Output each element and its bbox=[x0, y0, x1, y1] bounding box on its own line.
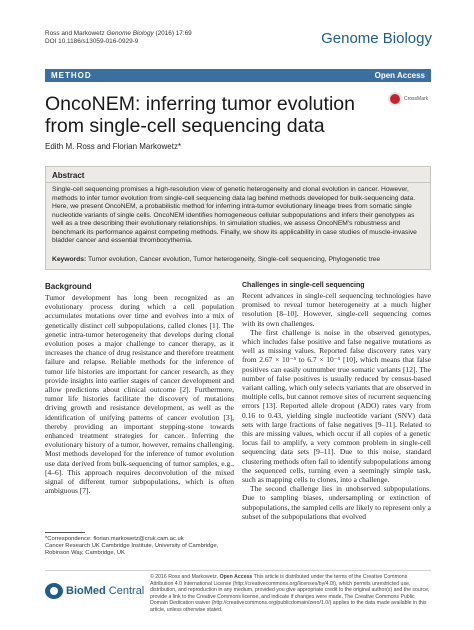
publisher-name-rest: Central bbox=[105, 585, 145, 597]
affiliation: Cancer Research UK Cambridge Institute, University of Cambridge, Robinson Way, Cambridge, UK bbox=[45, 543, 219, 557]
biomed-central-icon bbox=[45, 583, 63, 599]
citation-header bbox=[45, 30, 192, 46]
citation-volume: (2016) 17:69 bbox=[153, 30, 192, 37]
license-open-access: Open Access bbox=[219, 574, 253, 580]
license-prefix: © 2016 Ross and Markowetz. bbox=[150, 574, 220, 580]
publisher-name-bold: BioMed bbox=[66, 585, 106, 597]
challenges-paragraph-1: Recent advances in single-cell sequencing technologies have promised to reveal tumor heterogeneity at a much higher resolution [8–10]. However, single-cell sequencing comes with its own challenges. bbox=[242, 291, 431, 328]
keywords-label: Keywords: bbox=[52, 256, 87, 263]
footnote bbox=[45, 536, 230, 558]
license-text bbox=[150, 574, 431, 614]
crossmark-badge[interactable] bbox=[388, 92, 430, 108]
abstract-divider bbox=[46, 182, 430, 183]
background-paragraph: Tumor development has long been recognized as an evolutionary process during which a cell population accumulates mutations over time and evolves into a mix of genetically distinct cell subpopulations, called clones [1]. The genetic intra-tumor heterogeneity that develops during clonal evolution poses a major challenge to cancer therapy, as it increases the chance of drug resistance and therefore treatment failure and relapse. Reliable methods for the inference of tumor life histories are important for cancer research, as they provide insights into earlier stages of cancer development and allow predictions about clinical outcome [2]. Furthermore, tumor life histories facilitate the discovery of mutations driving growth and resistance development, as well as the identification of unifying patterns of cancer evolution [3], thereby providing an important stepping-stone towards enhanced treatment strategies for cancer. Inferring the evolutionary history of a tumor, however, remains challenging. Most methods developed for the inference of tumor evolution use data derived from bulk-sequencing of tumor samples, e.g., [4–6]. This approach requires deconvolution of the mixed signal of different tumor subpopulations, which is often ambiguous [7]. bbox=[45, 293, 234, 496]
challenges-paragraph-2: The first challenge is noise in the observed genotypes, which includes false positive and false negative mutations as well as missing values. Reported false discovery rates vary from 2.67 × 10⁻⁵ to 6.7 × 10⁻⁵ [10], which means that false positives can easily outnumber true somatic variants [12]. The number of false positives is usually reduced by census-based variant calling, which only selects variants that are observed in multiple cells, but cannot remove sites of recurrent sequencing errors [13]. Reported allele dropout (ADO) rates vary from 0.16 to 0.43, yielding single nucleotide variant (SNV) data sets with large fractions of false negatives [9–11]. Related to this are missing values, which occur if all copies of a genetic locus fail to amplify, a very common problem in single-cell sequencing data sets [9–11]. Due to this noise, standard clustering methods often fail to identify subpopulations among the sequenced cells, turning even a seemingly simple task, such as mapping cells to clones, into a challenge. bbox=[242, 327, 431, 485]
background-heading: Background bbox=[45, 282, 92, 291]
article-type-banner bbox=[45, 69, 431, 82]
doi[interactable]: DOI 10.1186/s13059-016-0929-9 bbox=[45, 38, 139, 45]
keywords-list: Tumor evolution, Cancer evolution, Tumor heterogeneity, Single-cell sequencing, Phylogenetic tree bbox=[86, 256, 381, 263]
citation-authors: Ross and Markowetz bbox=[45, 30, 107, 37]
publisher-logo[interactable] bbox=[45, 582, 145, 602]
journal-name: Genome Biology bbox=[321, 30, 432, 47]
footnote-divider bbox=[45, 532, 85, 533]
correspondence[interactable]: *Correspondence: florian.markowetz@cruk.cam.ac.uk bbox=[45, 536, 184, 542]
keywords bbox=[52, 256, 426, 263]
article-type: METHOD bbox=[51, 70, 92, 80]
license-body: This article is distributed under the terms of the Creative Commons Attribution 4.0 International License (http://creativecommons.org/licenses/by/4.0/), which permits unrestricted use, distribution, and reproduction in any medium, provided you give appropriate credit to the original author(s) and the source, provide a link to the Creative Commons license, and indicate if changes were made. The Creative Commons Public Domain Dedication waiver (http://creativecommons.org/publicdomain/zero/1.0/) applies to the data made available in this article, unless otherwise stated. bbox=[150, 574, 430, 613]
right-column bbox=[242, 282, 431, 521]
article-authors: Edith M. Ross and Florian Markowetz* bbox=[45, 142, 182, 151]
footer-divider bbox=[45, 570, 431, 571]
crossmark-icon bbox=[388, 92, 402, 106]
publisher-name bbox=[66, 585, 144, 597]
left-column bbox=[45, 282, 234, 495]
abstract-text: Single-cell sequencing promises a high-resolution view of genetic heterogeneity and clonal evolution in cancer. However, methods to infer tumor evolution from single-cell sequencing data lag behind methods developed for bulk-sequencing data. Here, we present OncoNEM, a probabilistic method for inferring intra-tumor evolutionary lineage trees from somatic single nucleotide variants of single cells. OncoNEM identifies homogeneous cellular subpopulations and infers their genotypes as well as a tree describing their evolutionary relationships. In simulation studies, we assess OncoNEM's robustness and benchmark its performance against competing methods. Finally, we show its applicability in case studies of muscle-invasive bladder cancer and essential thrombocythemia. bbox=[52, 186, 417, 244]
abstract-box bbox=[45, 166, 431, 270]
citation-journal: Genome Biology bbox=[106, 30, 154, 37]
crossmark-label: CrossMark bbox=[404, 96, 429, 102]
abstract-heading: Abstract bbox=[52, 171, 85, 180]
challenges-paragraph-3: The second challenge lies in unobserved subpopulations. Due to sampling biases, undersampling or extinction of subpopulations, the sampled cells are likely to represent only a subset of the subpopulations that evolved bbox=[242, 484, 431, 521]
open-access-label: Open Access bbox=[374, 70, 425, 80]
article-title: OncoNEM: inferring tumor evolution from single-cell sequencing data bbox=[45, 93, 355, 137]
challenges-heading: Challenges in single-cell sequencing bbox=[242, 282, 365, 289]
